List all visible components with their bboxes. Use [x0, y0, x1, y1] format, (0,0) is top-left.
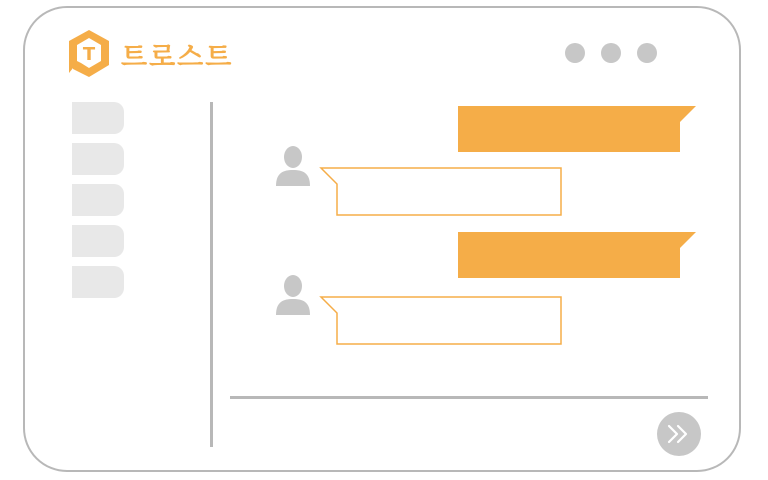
sidebar: [72, 102, 124, 307]
window-dot-3[interactable]: [637, 43, 657, 63]
incoming-message-bubble: [319, 166, 564, 218]
incoming-message-bubble: [319, 295, 564, 347]
window-dot-1[interactable]: [565, 43, 585, 63]
outgoing-message-bubble: [456, 104, 698, 154]
logo-letter: T: [82, 44, 96, 65]
sidebar-item-3[interactable]: [72, 184, 124, 216]
logo-text: 트로스트: [121, 41, 234, 73]
composer-divider: [230, 396, 708, 399]
double-chevron-right-icon: [666, 423, 692, 445]
sidebar-item-2[interactable]: [72, 143, 124, 175]
app-logo: [67, 29, 233, 79]
sidebar-item-4[interactable]: [72, 225, 124, 257]
send-button[interactable]: [657, 412, 701, 456]
outgoing-message-bubble: [456, 230, 698, 280]
sidebar-item-1[interactable]: [72, 102, 124, 134]
sidebar-item-5[interactable]: [72, 266, 124, 298]
user-silhouette-icon: [274, 272, 312, 316]
logo-mark-icon: [67, 29, 111, 79]
sidebar-divider: [210, 102, 213, 447]
window-controls: [565, 43, 657, 63]
window-dot-2[interactable]: [601, 43, 621, 63]
user-silhouette-icon: [274, 143, 312, 187]
